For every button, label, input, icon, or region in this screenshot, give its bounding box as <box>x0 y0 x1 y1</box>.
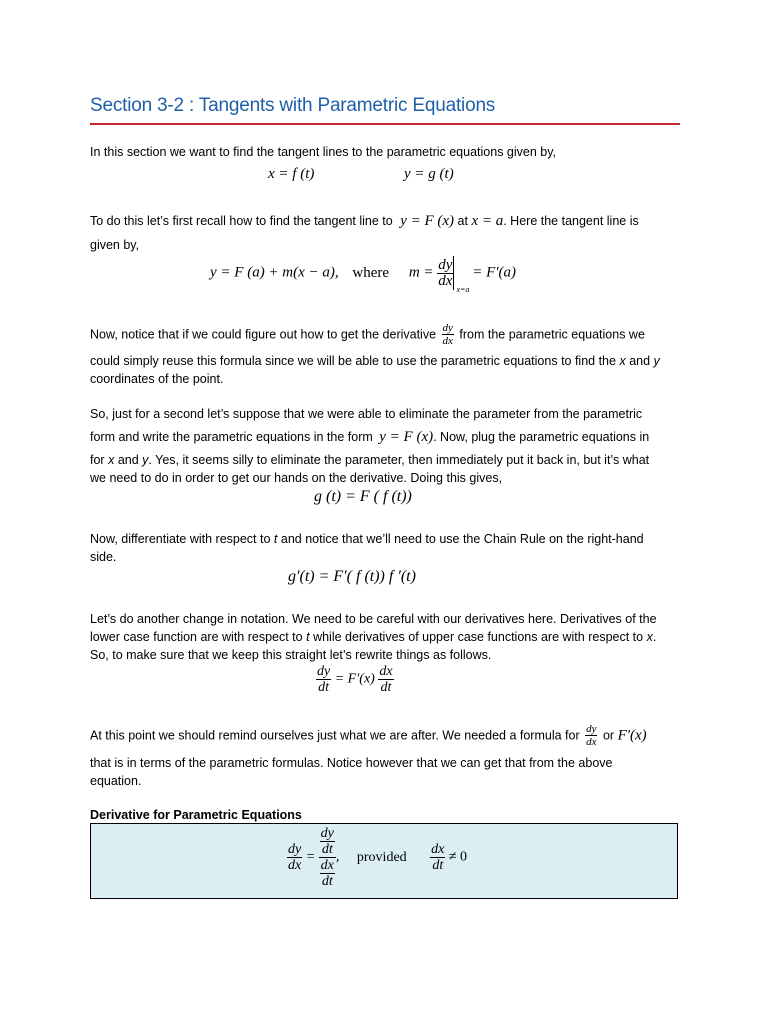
compound-fraction <box>319 826 336 889</box>
inline-fraction-dy-dx-2 <box>585 723 597 748</box>
paragraph-eliminate: So, just for a second let’s suppose that we were able to eliminate the parameter from the parametric <box>90 407 643 421</box>
var-y: y <box>653 354 660 368</box>
after-text-or: or <box>602 728 615 743</box>
box-numerator-dy: dy <box>320 826 334 841</box>
paragraph-derivative-line2 <box>90 352 682 370</box>
rewrite-middle: = F′(x) <box>334 671 375 687</box>
evaluation-bar <box>453 256 470 294</box>
page-title: Section 3-2 : Tangents with Parametric Equations <box>90 95 496 116</box>
tangent-fprime-a: = F′(a) <box>472 264 517 281</box>
denominator-dt-2: dt <box>380 680 392 695</box>
paragraph-intro: In this section we want to find the tangent lines to the parametric equations given by, <box>90 145 557 159</box>
formula-box <box>90 823 678 899</box>
inline-eq-y-F-x: y = F (x) <box>400 213 455 229</box>
fraction-dx-dt <box>378 664 393 695</box>
paragraph-differentiate-line2: side. <box>90 550 117 564</box>
equation-x-of-t: x = f (t) <box>268 166 315 182</box>
compound-numerator <box>319 826 336 858</box>
box-numerator-dx: dx <box>320 858 334 873</box>
derivative-text-and: and <box>629 354 651 368</box>
lhs-fraction-dy-dx <box>287 842 302 873</box>
paragraph-eliminate-line3 <box>90 451 682 469</box>
equation-chain-rule: g′(t) = F′( f (t)) f ′(t) <box>288 568 416 585</box>
eliminate-text-and: and <box>117 453 139 467</box>
tangent-left: y = F (a) + m(x − a), <box>210 264 339 281</box>
differentiate-text-b: and notice that we’ll need to use the Chain Rule on the right-hand <box>280 532 644 546</box>
var-t: t <box>273 532 278 546</box>
derivative-text-a: Now, notice that if we could figure out how to get the derivative <box>90 327 437 342</box>
equation-g-F-f: g (t) = F ( f (t)) <box>314 488 412 505</box>
lhs-denominator-dx: dx <box>288 858 302 873</box>
notation-text-b1: lower case function are with respect to <box>90 630 303 644</box>
tangent-where: where <box>352 264 390 281</box>
eliminate-text-for: for <box>90 453 105 467</box>
paragraph-after-line2: that is in terms of the parametric formulas. Notice however that we can get that from the above <box>90 756 613 770</box>
fraction-dx-dt-condition <box>430 842 445 873</box>
inline-eq-x-a: x = a <box>471 213 504 229</box>
condition-numerator-dx: dx <box>431 842 445 857</box>
box-comma: , <box>335 849 340 865</box>
var-x-3: x <box>646 630 653 644</box>
numerator-dy-2: dy <box>317 664 331 679</box>
parametric-derivative-formula <box>287 826 467 889</box>
var-y-2: y <box>142 453 149 467</box>
title-underline <box>90 123 680 125</box>
equation-y-of-t: y = g (t) <box>404 166 454 182</box>
recall-text-a: To do this let’s first recall how to find the tangent line to <box>90 214 393 228</box>
inline-denominator-dx-2: dx <box>586 736 597 748</box>
inline-eq-F-prime-x: F′(x) <box>617 727 647 744</box>
box-provided: provided <box>356 849 407 865</box>
condition-denominator-dt: dt <box>432 858 444 873</box>
numerator-dy: dy <box>438 256 453 273</box>
paragraph-differentiate <box>90 530 682 548</box>
recall-text-b: . Here the tangent line is <box>503 214 639 228</box>
notation-text-b2: while derivatives of upper case functions are with respect to <box>313 630 644 644</box>
box-denominator-dt-2: dt <box>321 874 333 889</box>
numerator-dx: dx <box>379 664 393 679</box>
fraction-dy-dx <box>437 258 453 289</box>
paragraph-notation-line2 <box>90 628 682 646</box>
inline-denominator-dx: dx <box>442 335 453 347</box>
inline-numerator-dy: dy <box>442 322 453 334</box>
fraction-dy-dt-box <box>320 826 335 857</box>
var-x-2: x <box>108 453 115 467</box>
paragraph-notation: Let’s do another change in notation. We need to be careful with our derivatives here. Derivatives of the <box>90 612 657 626</box>
paragraph-notation-line3: So, to make sure that we keep this straight let’s rewrite things as follows. <box>90 648 492 662</box>
derivative-text-c: could simply reuse this formula since we will be able to use the parametric equations to find the <box>90 354 616 368</box>
box-heading: Derivative for Parametric Equations <box>90 808 302 822</box>
inline-numerator-dy-2: dy <box>586 723 597 735</box>
tangent-m: m = <box>408 264 434 281</box>
paragraph-after <box>90 723 682 748</box>
paragraph-eliminate-line4: we need to do in order to get our hands on the derivative. Doing this gives, <box>90 471 503 485</box>
var-t-2: t <box>306 630 310 644</box>
equation-rewrite <box>316 664 394 695</box>
recall-text-at: at <box>457 214 468 228</box>
notation-text-b3: . <box>652 630 657 644</box>
inline-eq-y-F-x-2: y = F (x) <box>379 429 434 445</box>
eliminate-text-b: form and write the parametric equations in the form <box>90 430 373 444</box>
box-denominator-dt: dt <box>321 842 333 857</box>
paragraph-derivative <box>90 322 682 347</box>
lhs-numerator-dy: dy <box>288 842 302 857</box>
fraction-dx-dt-box <box>320 858 335 889</box>
paragraph-derivative-line3: coordinates of the point. <box>90 372 224 386</box>
eliminate-text-d: . Yes, it seems silly to eliminate the parameter, then immediately put it back in, but it’s what <box>148 453 650 467</box>
after-text-a: At this point we should remind ourselves just what we are after. We needed a formula for <box>90 728 580 743</box>
paragraph-eliminate-line2 <box>90 428 682 446</box>
derivative-text-b: from the parametric equations we <box>459 327 645 342</box>
paragraph-after-line3: equation. <box>90 774 142 788</box>
differentiate-text-a: Now, differentiate with respect to <box>90 532 271 546</box>
fraction-dy-dt <box>316 664 331 695</box>
inline-fraction-dy-dx <box>442 322 454 347</box>
var-x: x <box>619 354 626 368</box>
paragraph-recall-cont: given by, <box>90 238 140 252</box>
box-not-equal-zero: ≠ 0 <box>448 849 468 865</box>
equation-tangent-line <box>210 256 517 294</box>
eliminate-text-c: . Now, plug the parametric equations in <box>433 430 650 444</box>
compound-denominator <box>319 858 336 889</box>
denominator-dx: dx <box>438 272 453 289</box>
eval-subscript: x=a <box>456 285 470 294</box>
box-equals: = <box>305 849 316 865</box>
denominator-dt: dt <box>318 680 330 695</box>
paragraph-recall <box>90 212 682 230</box>
